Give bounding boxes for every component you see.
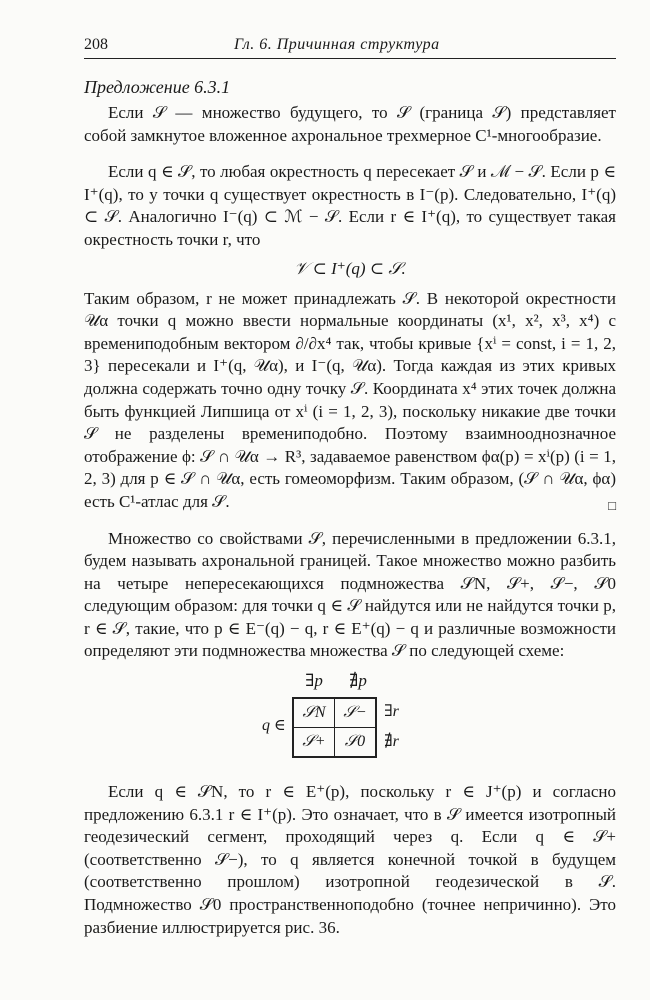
paragraph-1: Если 𝒮 — множество будущего, то 𝒮̇ (граница 𝒮) представляет собой замкнутое вложенное ахрональное трехмерное C¹-многообразие. [84,103,616,145]
row-exists-r: ∃r [384,703,399,721]
paragraph-2b-text: Таким образом, r не может принадлежать 𝒮̇. В некоторой окрестности 𝒰α точки q можно ввести нормальные координаты (x¹, x², x³, x⁴) с времениподобным вектором ∂/∂x⁴ так, чтобы кривые {xⁱ = const, i = 1, 2, 3} пересекали и I⁺(q, 𝒰α), и I⁻(q, 𝒰α). Тогда каждая из этих кривых должна содержать точно одну точку 𝒮̇. Координата x⁴ этих точек должна быть функцией Липшица от xⁱ (i = 1, 2, 3), поскольку никакие две точки 𝒮̇ не разделены времениподобно. Поэтому взаимнооднозначное отображение ϕ: 𝒮̇ ∩ 𝒰α → R³, задаваемое равенством ϕα(p) = xⁱ(p) (i = 1, 2, 3) для p ∈ 𝒮̇ ∩ 𝒰α, есть гомеоморфизм. Таким образом, (𝒮̇ ∩ 𝒰α, ϕα) есть C¹-атлас для 𝒮̇. [84,288,616,511]
cell-minus: 𝒮̇− [335,698,377,728]
page-number: 208 [84,36,108,53]
paragraph-3: Множество со свойствами 𝒮̇, перечисленными в предложении 6.3.1, будем называть ахрональной границей. Такое множество можно разбить на четыре непересекающихся подмножества 𝒮̇N, 𝒮̇+, 𝒮̇−, 𝒮̇0 следующим образом: для точки q ∈ 𝒮̇ найдутся или не найдутся точки p, r ∈ 𝒮̇, такие, что p ∈ E⁻(q) − q, r ∈ E⁺(q) − q и различные возможности определяют эти подмножества множества 𝒮̇ по следующей схеме: [84,528,616,661]
running-header [84,36,616,59]
scheme-table [84,671,616,771]
col-exists-p: ∃p [305,671,323,691]
paragraph-4: Если q ∈ 𝒮̇N, то r ∈ E⁺(p), поскольку r ∈ J⁺(p) и согласно предложению 6.3.1 r ∈ I⁺(p). Это означает, что в 𝒮̇ имеется изотропный геодезический сегмент, проходящий через q. Если q ∈ 𝒮̇+ (соответственно 𝒮̇−), то q является конечной точкой в будущем (соответственно прошлом) изотропной геодезической в 𝒮̇. Подмножество 𝒮̇0 пространственноподобно (точнее непричинно). Это разбиение иллюстрируется рис. 36. [84,782,616,937]
qed-mark: □ [608,497,616,513]
proposition-title: Предложение 6.3.1 [84,77,231,97]
col-not-exists-p: ∄p [349,671,367,691]
column-headers [292,671,380,691]
page [84,36,616,939]
formula: 𝒱 ⊂ I⁺(q) ⊂ 𝒮. [294,258,406,278]
paragraph-2b [84,288,616,514]
running-title: Гл. 6. Причинная структура [234,36,440,53]
paragraph-2a: Если q ∈ 𝒮̇, то любая окрестность q пересекает 𝒮 и ℳ − 𝒮. Если p ∈ I⁺(q), то у точки q существует окрестность в I⁻(p). Следовательно, I⁺(q) ⊂ 𝒮. Аналогично I⁻(q) ⊂ ℳ − 𝒮. Если r ∈ I⁺(q), то существует такая окрестность точки r, что [84,162,616,249]
cell-n: 𝒮̇N [293,698,335,728]
cell-plus: 𝒮̇+ [293,728,335,758]
cell-zero: 𝒮̇0 [335,728,377,758]
q-label: q ∈ [262,717,286,735]
scheme-grid [292,697,377,758]
row-not-exists-r: ∄r [384,733,399,751]
row-headers [384,697,399,757]
